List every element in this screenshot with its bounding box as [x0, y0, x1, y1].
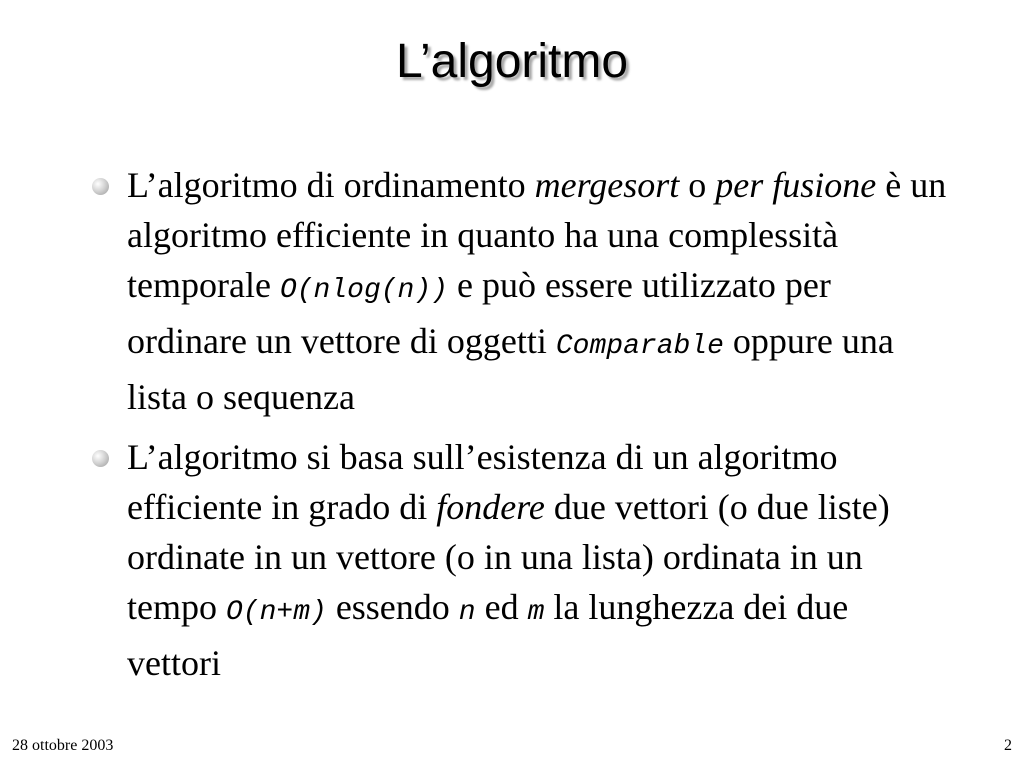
bullet-dot-icon: [92, 178, 109, 195]
text-run: o: [679, 165, 716, 205]
text-run: è un algoritmo efficiente in quanto ha una complessità temporale: [127, 165, 947, 305]
code-term: O(n+m): [225, 597, 327, 628]
code-term: Comparable: [555, 331, 724, 362]
bullet-dot-icon: [92, 450, 109, 467]
text-run: L’algoritmo di ordinamento: [127, 165, 535, 205]
italic-term: per fusione: [715, 165, 877, 205]
italic-term: fondere: [436, 487, 545, 527]
code-term: O(nlog(n)): [279, 275, 448, 306]
page-number: 2: [1004, 737, 1012, 754]
bullet-list: [88, 160, 948, 688]
text-run: due vettori (o due liste) ordinate in un vettore (o in una lista) ordinata in un tempo: [127, 487, 890, 627]
text-run: la lunghezza dei due vettori: [127, 587, 849, 683]
text-run: ed: [475, 587, 528, 627]
italic-term: mergesort: [534, 165, 680, 205]
text-run: L’algoritmo si basa sull’esistenza di un algoritmo efficiente in grado di: [127, 437, 838, 527]
bullet-text: [127, 437, 890, 683]
bullet-text: [127, 165, 946, 417]
footer-date: 28 ottobre 2003: [12, 737, 114, 754]
code-term: n: [458, 597, 476, 628]
text-run: essendo: [326, 587, 459, 627]
bullet-item: [88, 160, 948, 422]
slide-title: L’algoritmo: [395, 35, 629, 88]
text-run: e può essere utilizzato per ordinare un vettore di oggetti: [127, 265, 831, 361]
text-run: oppure una lista o sequenza: [127, 321, 894, 417]
code-term: m: [527, 597, 545, 628]
bullet-item: [88, 432, 948, 688]
